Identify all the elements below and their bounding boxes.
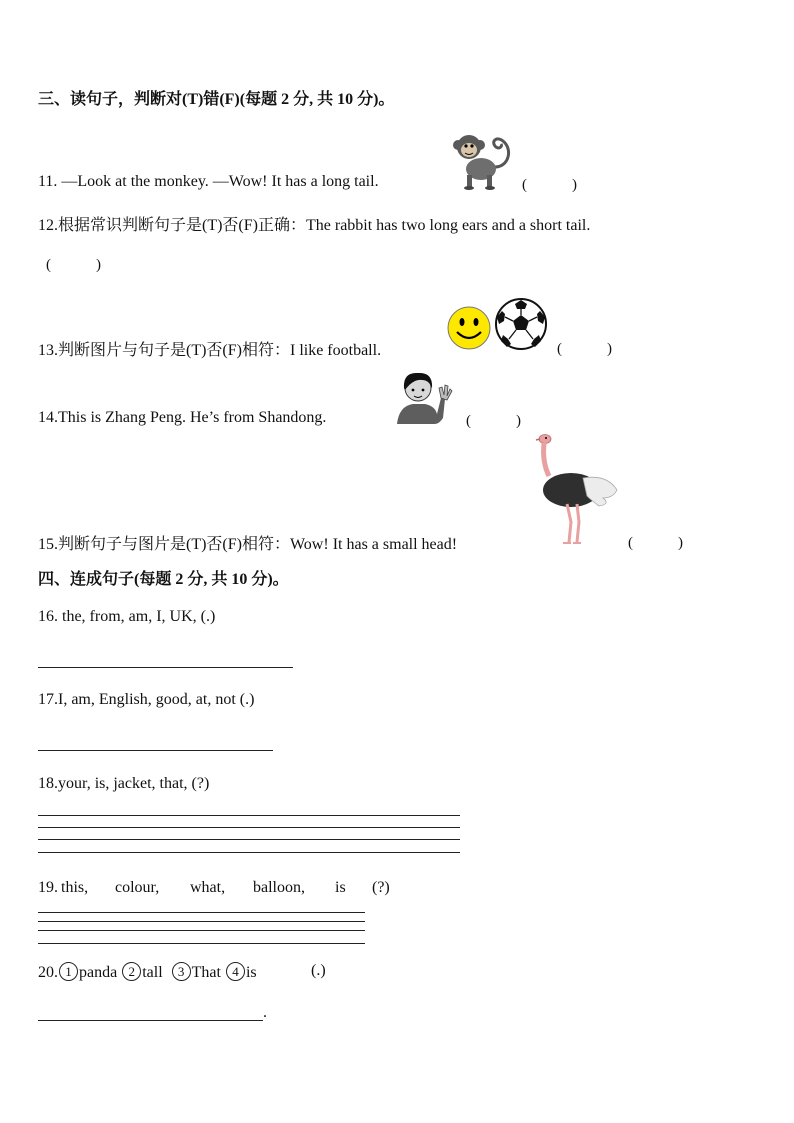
question-12-answer-blank[interactable]: ( ) <box>46 257 101 273</box>
question-20-answer-line[interactable] <box>38 1020 263 1021</box>
question-15-text: 15.判断句子与图片是(T)否(F)相符：Wow! It has a small head! <box>38 536 458 553</box>
section-4-heading: 四、连成句子(每题 2 分, 共 10 分)。 <box>38 571 289 588</box>
question-19-word: balloon, <box>253 879 305 896</box>
question-19-number: 19. <box>38 879 58 896</box>
question-20-word: is <box>245 964 257 981</box>
monkey-icon <box>447 127 515 191</box>
circled-number: 3 <box>172 962 191 981</box>
question-13-answer-blank[interactable]: ( ) <box>557 341 612 357</box>
question-15-answer-blank[interactable]: ( ) <box>628 535 683 551</box>
writing-line <box>38 912 365 913</box>
question-18-text: 18.your, is, jacket, that, (?) <box>38 775 210 792</box>
question-20-text <box>38 962 257 982</box>
soccer-ball-icon <box>494 297 548 351</box>
question-20-number: 20. <box>38 964 58 981</box>
question-14-text: 14.This is Zhang Peng. He’s from Shandong. <box>38 409 327 426</box>
question-19-word: is <box>335 879 346 896</box>
circled-number: 4 <box>226 962 245 981</box>
writing-line <box>38 839 460 840</box>
question-20-answer-period: . <box>263 1004 267 1021</box>
question-11-answer-blank[interactable]: ( ) <box>522 177 577 193</box>
question-20-word: tall <box>142 964 163 981</box>
smiley-face-icon <box>447 306 491 350</box>
circled-number: 1 <box>59 962 78 981</box>
question-17-text: 17.I, am, English, good, at, not (.) <box>38 691 255 708</box>
question-20-word: That <box>191 964 221 981</box>
question-11-text: 11. —Look at the monkey. —Wow! It has a long tail. <box>38 173 379 190</box>
question-20-end: (.) <box>311 962 326 979</box>
writing-line <box>38 815 460 816</box>
writing-line <box>38 852 460 853</box>
question-19-word: what, <box>190 879 226 896</box>
question-17-answer-line[interactable] <box>38 750 273 751</box>
question-19-word: (?) <box>372 879 390 896</box>
question-19-word: colour, <box>115 879 160 896</box>
circled-number: 2 <box>122 962 141 981</box>
boy-waving-icon <box>389 368 453 424</box>
question-16-text: 16. the, from, am, I, UK, (.) <box>38 608 216 625</box>
ostrich-icon <box>533 432 623 548</box>
question-16-answer-line[interactable] <box>38 667 293 668</box>
question-13-text: 13.判断图片与句子是(T)否(F)相符：I like football. <box>38 342 382 359</box>
writing-line <box>38 943 365 944</box>
writing-line <box>38 921 365 922</box>
question-14-answer-blank[interactable]: ( ) <box>466 413 521 429</box>
question-12-text: 12.根据常识判断句子是(T)否(F)正确：The rabbit has two long ears and a short tail. <box>38 217 591 234</box>
question-20-word: panda <box>79 964 118 981</box>
writing-line <box>38 827 460 828</box>
section-3-heading: 三、读句子，判断对(T)错(F)(每题 2 分, 共 10 分)。 <box>38 91 395 108</box>
question-19-word: this, <box>61 879 89 896</box>
writing-line <box>38 930 365 931</box>
